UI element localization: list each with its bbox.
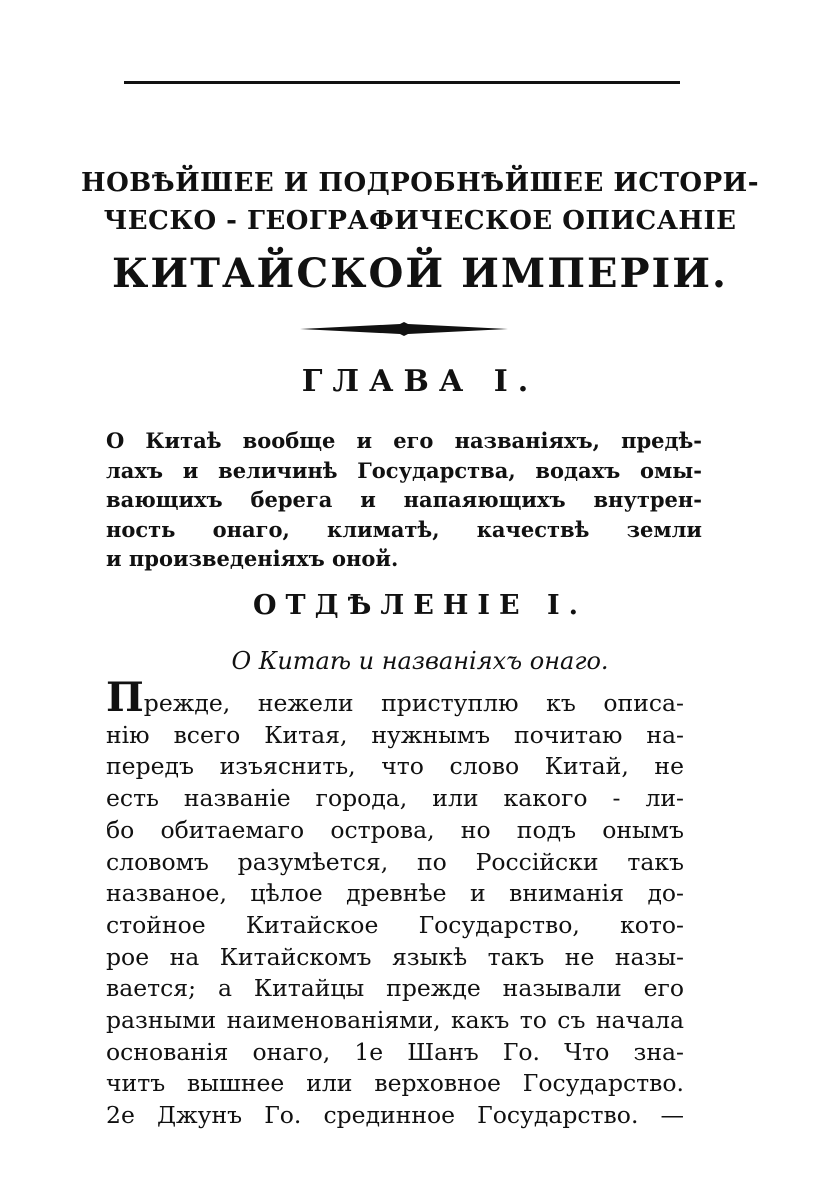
body-line: читъ вышнее или верховное Государство. bbox=[106, 1069, 684, 1098]
chapter-summary bbox=[106, 426, 702, 574]
body-line: рое на Китайскомъ языкѣ такъ не назы- bbox=[106, 942, 684, 971]
body-line: 2е Джунъ Го. срединное Государство. — bbox=[106, 1101, 684, 1130]
body-line: есть названіе города, или какого - ли- bbox=[106, 784, 684, 813]
summary-line: ность онаго, климатѣ, качествѣ земли bbox=[106, 516, 702, 542]
body-paragraph bbox=[106, 674, 684, 1132]
title-line-2: ЧЕСКО - ГЕОГРАФИЧЕСКОЕ ОПИСАНІЕ bbox=[103, 206, 737, 236]
title-line-1: НОВѢЙШЕЕ И ПОДРОБНѢЙШЕЕ ИСТОРИ- bbox=[81, 168, 759, 198]
body-line: вается; а Китайцы прежде называли его bbox=[106, 974, 684, 1003]
body-first-line-text: режде, нежели приступлю къ описа- bbox=[143, 689, 684, 717]
body-line: нію всего Китая, нужнымъ почитаю на- bbox=[106, 720, 684, 749]
section-subheading: О Китаѣ и названіяхъ онаго. bbox=[231, 647, 609, 675]
top-rule bbox=[124, 81, 680, 84]
body-line-first bbox=[106, 674, 684, 721]
body-line: бо обитаемаго острова, но подъ онымъ bbox=[106, 815, 684, 844]
title-line-3: КИТАЙСКОЙ ИМПЕРІИ. bbox=[112, 250, 728, 297]
body-line: названое, цѣлое древнѣе и вниманія до- bbox=[106, 879, 684, 908]
section-heading: ОТДѢЛЕНІЕ I. bbox=[253, 590, 587, 621]
body-line: стойное Китайское Государство, кото- bbox=[106, 910, 684, 939]
drop-cap: П bbox=[106, 674, 144, 721]
body-line: основанія онаго, 1е Шанъ Го. Что зна- bbox=[106, 1037, 684, 1066]
chapter-heading: ГЛАВА I. bbox=[301, 364, 539, 399]
body-line: передъ изъяснить, что слово Китай, не bbox=[106, 752, 684, 781]
summary-line: лахъ и величинѣ Государства, водахъ омы- bbox=[106, 457, 702, 483]
body-line: словомъ разумѣется, по Россійски такъ bbox=[106, 847, 684, 876]
summary-line: и произведеніяхъ оной. bbox=[106, 546, 399, 571]
summary-line: вающихъ берега и напаяющихъ внутрен- bbox=[106, 487, 702, 512]
summary-line: О Китаѣ вообще и его названіяхъ, предѣ- bbox=[106, 428, 702, 453]
ornament-divider bbox=[300, 322, 508, 336]
body-line: разными наименованіями, какъ то съ начала bbox=[106, 1006, 684, 1035]
